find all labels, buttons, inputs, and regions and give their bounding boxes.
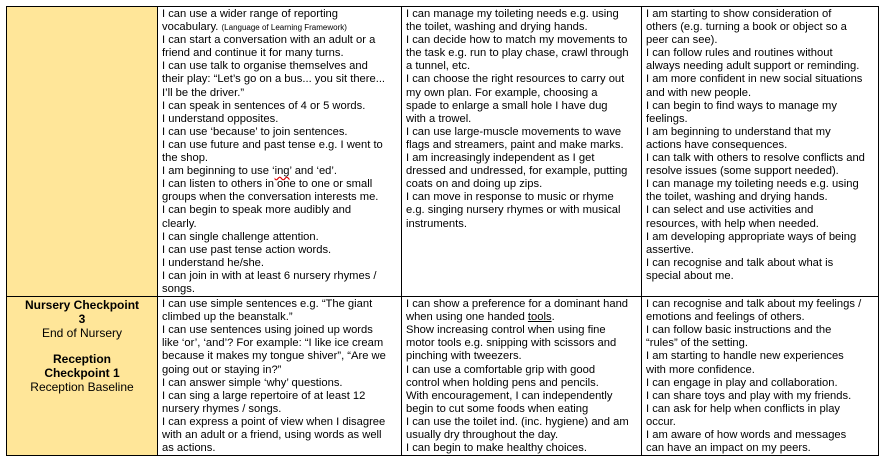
row1-heading-cell bbox=[7, 7, 158, 297]
row2-communication-cell bbox=[158, 297, 402, 456]
misspelled-word: ing bbox=[274, 165, 290, 178]
text-line: I can decide how to match my movements to bbox=[406, 34, 628, 47]
text-line: I am increasingly independent as I get bbox=[406, 152, 595, 165]
checkpoint-table bbox=[6, 6, 879, 456]
text-line: I am starting to handle new experiences bbox=[646, 350, 844, 363]
text-line: vocabulary. bbox=[162, 21, 219, 34]
text-line: I am aware of how words and messages bbox=[646, 429, 847, 441]
text-line: I can use past tense action words. bbox=[162, 243, 332, 256]
nursery-checkpoint-title: Nursery Checkpoint bbox=[24, 298, 140, 313]
text-line: emotions and feelings of others. bbox=[646, 311, 805, 324]
text-line: I can show a preference for a dominant hand bbox=[406, 298, 629, 311]
text-line: peer can see). bbox=[646, 34, 718, 47]
text-line: pinching with tweezers. bbox=[406, 350, 522, 363]
text-line: I can recognise and talk about my feelings / bbox=[646, 298, 862, 311]
text-line: the toilet, washing and drying hands. bbox=[406, 21, 588, 34]
text-line: “rules” of the setting. bbox=[646, 337, 748, 350]
text-line: the shop. bbox=[162, 152, 209, 165]
text-line: I can begin to speak more audibly and bbox=[162, 204, 352, 217]
text-line: always needing adult support or reminding. bbox=[646, 60, 860, 73]
text-line: I can follow basic instructions and the bbox=[646, 324, 832, 337]
text-line: I understand he/she. bbox=[162, 256, 265, 269]
text-line: the task e.g. run to play chase, crawl through bbox=[406, 47, 629, 60]
text-line: special about me. bbox=[646, 269, 734, 282]
reception-checkpoint-title-2: Checkpoint 1 bbox=[44, 366, 120, 381]
text-line: flags and streamers, paint and make marks. bbox=[406, 138, 624, 151]
row1-communication-cell bbox=[158, 7, 402, 297]
text-line: I am starting to show consideration of bbox=[646, 8, 832, 20]
row1-physical-cell bbox=[402, 7, 642, 297]
nursery-checkpoint-number: 3 bbox=[78, 312, 86, 327]
text-line: the toilet, washing and drying hands. bbox=[646, 191, 828, 204]
text-line: I can use future and past tense e.g. I went to bbox=[162, 138, 383, 151]
text-line: with an adult or a friend, using words as well bbox=[162, 429, 382, 441]
text-line: . bbox=[551, 311, 555, 324]
text-line: I can use talk to organise themselves and bbox=[162, 60, 368, 73]
text-line: I can move in response to music or rhyme bbox=[406, 191, 614, 204]
text-line: occur. bbox=[646, 415, 676, 428]
nursery-checkpoint-subtitle: End of Nursery bbox=[41, 326, 123, 341]
text-line: a tunnel, etc. bbox=[406, 60, 471, 73]
text-line: I can use ‘because’ to join sentences. bbox=[162, 125, 348, 138]
text-line: going out or staying in?” bbox=[162, 363, 282, 376]
text-line: I can engage in play and collaboration. bbox=[646, 376, 838, 389]
text-line: as actions. bbox=[162, 442, 216, 455]
text-line: I can recognise and talk about what is bbox=[646, 256, 834, 269]
text-line: I can answer simple ‘why’ questions. bbox=[162, 376, 343, 389]
text-line: I can select and use activities and bbox=[646, 204, 814, 217]
text-line: with more confidence. bbox=[646, 363, 755, 376]
text-line: usually dry throughout the day. bbox=[406, 429, 559, 441]
text-line: I can begin to find ways to manage my bbox=[646, 99, 837, 112]
row2-physical-cell bbox=[402, 297, 642, 456]
text-line: actions have consequences. bbox=[646, 138, 788, 151]
framework-note: (Language of Learning Framework) bbox=[221, 23, 347, 33]
text-line: nursery rhymes / songs. bbox=[162, 402, 282, 415]
underlined-word: tools bbox=[527, 311, 552, 324]
text-line: resolve issues (some support needed). bbox=[646, 165, 839, 178]
text-line: I can use sentences using joined up words bbox=[162, 324, 373, 337]
reception-checkpoint-subtitle: Reception Baseline bbox=[30, 380, 134, 395]
text-line: I can begin to make healthy choices. bbox=[406, 442, 587, 455]
text-line: their play: “Let’s go on a bus... you sit there... bbox=[162, 73, 386, 86]
text-line: climbed up the beanstalk.” bbox=[162, 311, 293, 324]
text-line: I can choose the right resources to carry out bbox=[406, 73, 625, 86]
text-line: Show increasing control when using fine bbox=[406, 324, 606, 337]
table-row bbox=[7, 297, 879, 456]
text-line: when using one handed bbox=[406, 311, 528, 324]
text-line: e.g. singing nursery rhymes or with musical bbox=[406, 204, 621, 217]
text-line: With encouragement, I can independently bbox=[406, 389, 613, 402]
row2-heading-cell bbox=[7, 297, 158, 456]
text-line: I can use simple sentences e.g. “The giant bbox=[162, 298, 373, 311]
row2-social-cell bbox=[642, 297, 879, 456]
text-line: I can talk with others to resolve conflicts and bbox=[646, 152, 865, 165]
text-line: and with new people. bbox=[646, 86, 752, 99]
text-line: I understand opposites. bbox=[162, 112, 279, 125]
text-line: instruments. bbox=[406, 217, 467, 230]
text-line: I can express a point of view when I disagree bbox=[162, 415, 386, 428]
text-line: friend and continue it for many turns. bbox=[162, 47, 344, 60]
text-line: I can join in with at least 6 nursery rhymes / bbox=[162, 269, 377, 282]
text-line: I can share toys and play with my friends. bbox=[646, 389, 852, 402]
text-line: assertive. bbox=[646, 243, 694, 256]
text-line: like ‘or’, ‘and’? For example: “I like ice cream bbox=[162, 337, 384, 350]
text-line: I can single challenge attention. bbox=[162, 230, 319, 243]
text-line: my own plan. For example, choosing a bbox=[406, 86, 598, 99]
text-line: control when holding pens and pencils. bbox=[406, 376, 599, 389]
reception-checkpoint-title: Reception bbox=[52, 352, 111, 367]
text-line: I can manage my toileting needs e.g. using bbox=[646, 178, 859, 191]
text-line: I can use large-muscle movements to wave bbox=[406, 125, 622, 138]
text-line: feelings. bbox=[646, 112, 688, 125]
text-line: I can start a conversation with an adult or a bbox=[162, 34, 376, 47]
text-line: I am developing appropriate ways of being bbox=[646, 230, 857, 243]
text-line: others (e.g. turning a book or object so a bbox=[646, 21, 847, 34]
text-line: begin to cut some foods when eating bbox=[406, 402, 589, 415]
text-line: because it makes my tongue shiver”, “Are we bbox=[162, 350, 386, 363]
text-line: songs. bbox=[162, 282, 195, 295]
text-line: I can ask for help when conflicts in play bbox=[646, 402, 841, 415]
text-line: I can use a comfortable grip with good bbox=[406, 363, 596, 376]
text-line: resources, with help when needed. bbox=[646, 217, 819, 230]
text-line: I can sing a large repertoire of at least 12 bbox=[162, 389, 366, 402]
text-line: I am more confident in new social situations bbox=[646, 73, 863, 86]
text-line: groups when the conversation interests me. bbox=[162, 191, 379, 204]
text-line: can have an impact on my peers. bbox=[646, 442, 811, 455]
text-line: with a trowel. bbox=[406, 112, 472, 125]
text-line: I can speak in sentences of 4 or 5 words. bbox=[162, 99, 366, 112]
text-line: spade to enlarge a small hole I have dug bbox=[406, 99, 608, 112]
text-line: coats on and doing up zips. bbox=[406, 178, 543, 191]
text-line: I’ll be the driver.” bbox=[162, 86, 245, 99]
text-line: I am beginning to use ‘ bbox=[162, 165, 275, 178]
text-line: I can manage my toileting needs e.g. using bbox=[406, 8, 619, 20]
text-line: dressed and undressed, for example, putting bbox=[406, 165, 628, 178]
text-line: I am beginning to understand that my bbox=[646, 125, 831, 138]
text-line: clearly. bbox=[162, 217, 197, 230]
table-row bbox=[7, 7, 879, 297]
text-line: motor tools e.g. snipping with scissors and bbox=[406, 337, 617, 350]
text-line: I can use the toilet ind. (inc. hygiene) and am bbox=[406, 415, 629, 428]
row1-social-cell bbox=[642, 7, 879, 297]
text-line: I can listen to others in one to one or small bbox=[162, 178, 373, 191]
text-line: ’ and ‘ed’. bbox=[289, 165, 337, 178]
text-line: I can use a wider range of reporting bbox=[162, 8, 338, 20]
text-line: I can follow rules and routines without bbox=[646, 47, 833, 60]
